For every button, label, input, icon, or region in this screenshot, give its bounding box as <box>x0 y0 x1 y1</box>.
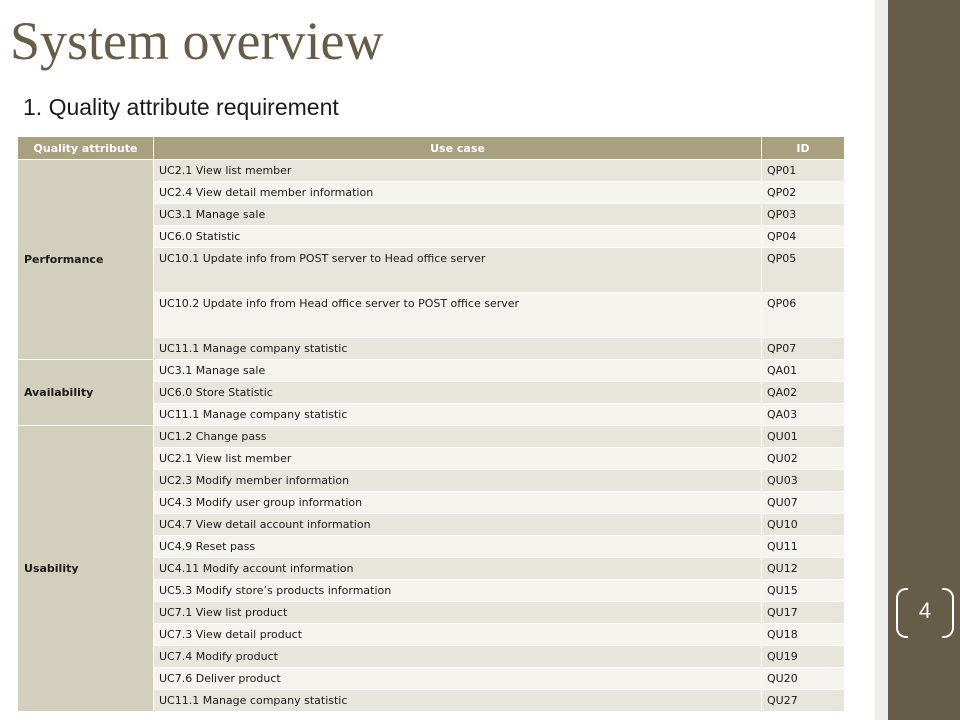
table-row <box>18 160 845 182</box>
requirement-id-cell: QU01 <box>762 426 845 448</box>
use-case-cell: UC7.1 View list product <box>154 602 762 624</box>
use-case-cell: UC6.0 Statistic <box>154 226 762 248</box>
requirement-id-cell: QP01 <box>762 160 845 182</box>
slide-side-strip <box>875 0 888 720</box>
use-case-cell: UC7.6 Deliver product <box>154 668 762 690</box>
requirement-id-cell: QP05 <box>762 248 845 293</box>
table-header-row <box>18 137 845 160</box>
slide-subtitle: 1. Quality attribute requirement <box>23 94 339 120</box>
header-quality-attribute: Quality attribute <box>18 137 154 160</box>
requirement-id-cell: QP04 <box>762 226 845 248</box>
requirement-id-cell: QP06 <box>762 293 845 338</box>
use-case-cell: UC4.7 View detail account information <box>154 514 762 536</box>
page-number-badge <box>896 588 954 636</box>
requirement-id-cell: QU18 <box>762 624 845 646</box>
use-case-cell: UC7.4 Modify product <box>154 646 762 668</box>
use-case-cell: UC11.1 Manage company statistic <box>154 690 762 712</box>
use-case-cell: UC6.0 Store Statistic <box>154 382 762 404</box>
requirement-id-cell: QU20 <box>762 668 845 690</box>
requirement-id-cell: QU17 <box>762 602 845 624</box>
use-case-cell: UC3.1 Manage sale <box>154 360 762 382</box>
table-row <box>18 426 845 448</box>
quality-attribute-cell: Usability <box>18 426 154 712</box>
use-case-cell: UC3.1 Manage sale <box>154 204 762 226</box>
requirement-id-cell: QU12 <box>762 558 845 580</box>
use-case-cell: UC2.1 View list member <box>154 160 762 182</box>
quality-attribute-cell: Performance <box>18 160 154 360</box>
requirement-id-cell: QU03 <box>762 470 845 492</box>
requirement-id-cell: QP02 <box>762 182 845 204</box>
quality-attribute-cell: Availability <box>18 360 154 426</box>
requirement-id-cell: QU07 <box>762 492 845 514</box>
requirement-id-cell: QU10 <box>762 514 845 536</box>
quality-attribute-table <box>17 136 845 712</box>
use-case-cell: UC10.2 Update info from Head office server to POST office server <box>154 293 762 338</box>
requirement-id-cell: QA01 <box>762 360 845 382</box>
requirement-id-cell: QU11 <box>762 536 845 558</box>
use-case-cell: UC4.11 Modify account information <box>154 558 762 580</box>
use-case-cell: UC5.3 Modify store’s products information <box>154 580 762 602</box>
header-use-case: Use case <box>154 137 762 160</box>
use-case-cell: UC11.1 Manage company statistic <box>154 404 762 426</box>
slide-title: System overview <box>10 11 384 71</box>
requirement-id-cell: QA02 <box>762 382 845 404</box>
use-case-cell: UC2.3 Modify member information <box>154 470 762 492</box>
table-body <box>18 160 845 712</box>
table-row <box>18 360 845 382</box>
requirement-id-cell: QA03 <box>762 404 845 426</box>
requirement-id-cell: QP03 <box>762 204 845 226</box>
use-case-cell: UC2.4 View detail member information <box>154 182 762 204</box>
requirement-id-cell: QU02 <box>762 448 845 470</box>
requirement-id-cell: QP07 <box>762 338 845 360</box>
page-number: 4 <box>918 598 932 623</box>
use-case-cell: UC11.1 Manage company statistic <box>154 338 762 360</box>
use-case-cell: UC10.1 Update info from POST server to Head office server <box>154 248 762 293</box>
use-case-cell: UC7.3 View detail product <box>154 624 762 646</box>
use-case-cell: UC4.3 Modify user group information <box>154 492 762 514</box>
requirement-id-cell: QU19 <box>762 646 845 668</box>
requirement-id-cell: QU15 <box>762 580 845 602</box>
use-case-cell: UC1.2 Change pass <box>154 426 762 448</box>
use-case-cell: UC4.9 Reset pass <box>154 536 762 558</box>
use-case-cell: UC2.1 View list member <box>154 448 762 470</box>
requirement-id-cell: QU27 <box>762 690 845 712</box>
header-id: ID <box>762 137 845 160</box>
